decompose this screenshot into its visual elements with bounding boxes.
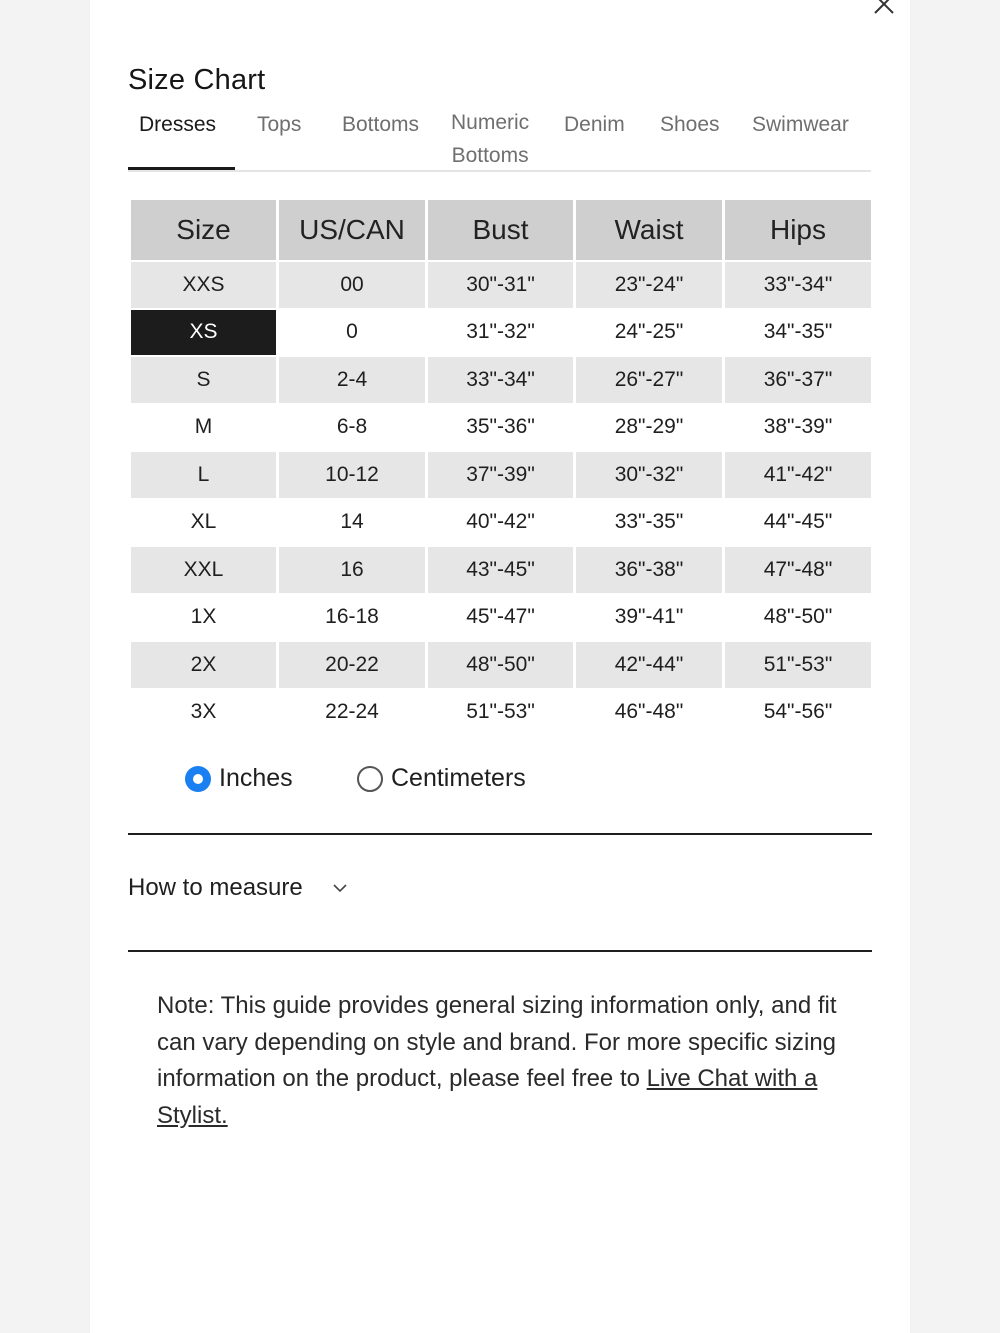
table-cell: 46"-48" — [614, 700, 684, 724]
divider-bottom — [128, 950, 872, 952]
table-cell: 43"-45" — [428, 547, 573, 593]
tab-numeric-bottoms-line2: Bottoms — [451, 144, 529, 167]
header-us-can: US/CAN — [279, 200, 425, 260]
table-cell: 38"-39" — [763, 415, 833, 439]
header-size: Size — [131, 200, 276, 260]
tab-tops[interactable]: Tops — [257, 113, 302, 136]
table-cell: 41"-42" — [725, 452, 871, 498]
sizing-note — [157, 988, 857, 1134]
size-chart-modal — [90, 0, 910, 1333]
tab-denim[interactable]: Denim — [564, 113, 625, 136]
table-cell: 33"-34" — [725, 262, 871, 308]
table-cell: 40"-42" — [466, 510, 535, 534]
table-cell: 35"-36" — [466, 415, 535, 439]
page-title: Size Chart — [128, 64, 266, 96]
active-tab-indicator — [128, 167, 235, 170]
table-row — [131, 595, 871, 641]
tab-numeric-bottoms[interactable] — [451, 106, 529, 172]
table-row — [131, 310, 871, 356]
table-cell: 14 — [340, 510, 364, 534]
table-row — [131, 357, 871, 403]
backdrop-left — [0, 0, 90, 1333]
chevron-down-icon — [331, 882, 349, 894]
table-cell: 30"-31" — [428, 262, 573, 308]
size-cell[interactable]: S — [131, 357, 276, 403]
size-cell[interactable]: 3X — [190, 700, 217, 724]
size-table — [128, 198, 874, 737]
close-button[interactable] — [872, 0, 896, 16]
table-cell: 48"-50" — [763, 605, 833, 629]
table-row — [131, 405, 871, 451]
divider-top — [128, 833, 872, 835]
table-cell: 48"-50" — [428, 642, 573, 688]
table-cell: 34"-35" — [763, 320, 833, 344]
table-cell: 36"-37" — [725, 357, 871, 403]
note-body: This guide provides general sizing information only, and fit can vary depending on style and brand. For more specific sizing information on the product, please feel free to — [157, 992, 837, 1092]
size-cell[interactable]: L — [131, 452, 276, 498]
unit-selector — [185, 764, 685, 804]
table-cell: 16 — [279, 547, 425, 593]
table-cell: 39"-41" — [614, 605, 684, 629]
close-icon — [872, 0, 896, 16]
how-to-measure-label: How to measure — [128, 874, 303, 901]
header-hips: Hips — [725, 200, 871, 260]
table-cell: 54"-56" — [763, 700, 833, 724]
live-chat-link[interactable]: Live Chat with a Stylist. — [157, 1065, 818, 1129]
table-cell: 2-4 — [279, 357, 425, 403]
table-cell: 51"-53" — [466, 700, 535, 724]
tab-numeric-bottoms-line1: Numeric — [451, 111, 530, 134]
note-prefix: Note: — [157, 992, 215, 1019]
table-cell: 20-22 — [279, 642, 425, 688]
tab-shoes[interactable]: Shoes — [660, 113, 720, 136]
table-cell: 6-8 — [336, 415, 368, 439]
size-cell[interactable]: M — [194, 415, 213, 439]
table-cell: 45"-47" — [466, 605, 535, 629]
table-cell: 31"-32" — [466, 320, 535, 344]
table-row — [131, 500, 871, 546]
table-cell: 0 — [346, 320, 358, 344]
table-cell: 16-18 — [325, 605, 379, 629]
header-waist: Waist — [576, 200, 722, 260]
how-to-measure-toggle[interactable] — [128, 874, 349, 902]
size-cell-selected[interactable]: XS — [131, 310, 276, 356]
tab-swimwear[interactable]: Swimwear — [752, 113, 849, 136]
table-row — [131, 452, 871, 498]
tab-dresses[interactable]: Dresses — [139, 113, 217, 136]
table-cell: 28"-29" — [614, 415, 684, 439]
table-cell: 42"-44" — [576, 642, 722, 688]
table-cell: 22-24 — [325, 700, 379, 724]
category-tabs — [128, 104, 871, 172]
size-cell[interactable]: 1X — [190, 605, 217, 629]
table-cell: 51"-53" — [725, 642, 871, 688]
size-cell[interactable]: XL — [190, 510, 217, 534]
header-bust: Bust — [428, 200, 573, 260]
table-cell: 24"-25" — [614, 320, 684, 344]
table-cell: 47"-48" — [725, 547, 871, 593]
table-cell: 33"-34" — [428, 357, 573, 403]
radio-inches[interactable] — [185, 766, 211, 792]
table-cell: 26"-27" — [576, 357, 722, 403]
table-row — [131, 262, 871, 308]
table-cell: 37"-39" — [428, 452, 573, 498]
size-cell[interactable]: XXL — [131, 547, 276, 593]
size-cell[interactable]: 2X — [131, 642, 276, 688]
table-row — [131, 690, 871, 736]
table-row — [131, 547, 871, 593]
tab-bottoms[interactable]: Bottoms — [342, 113, 420, 136]
unit-label-inches: Inches — [219, 764, 293, 792]
table-cell: 36"-38" — [576, 547, 722, 593]
unit-label-centimeters: Centimeters — [391, 764, 526, 792]
table-cell: 44"-45" — [763, 510, 833, 534]
table-cell: 10-12 — [279, 452, 425, 498]
table-cell: 23"-24" — [576, 262, 722, 308]
table-cell: 33"-35" — [614, 510, 684, 534]
unit-option-inches[interactable] — [185, 764, 293, 793]
size-cell[interactable]: XXS — [131, 262, 276, 308]
table-row — [131, 642, 871, 688]
table-header-row — [131, 200, 871, 260]
table-cell: 00 — [279, 262, 425, 308]
unit-option-centimeters[interactable] — [357, 764, 526, 793]
radio-centimeters[interactable] — [357, 766, 383, 792]
backdrop-right — [910, 0, 1000, 1333]
table-cell: 30"-32" — [576, 452, 722, 498]
